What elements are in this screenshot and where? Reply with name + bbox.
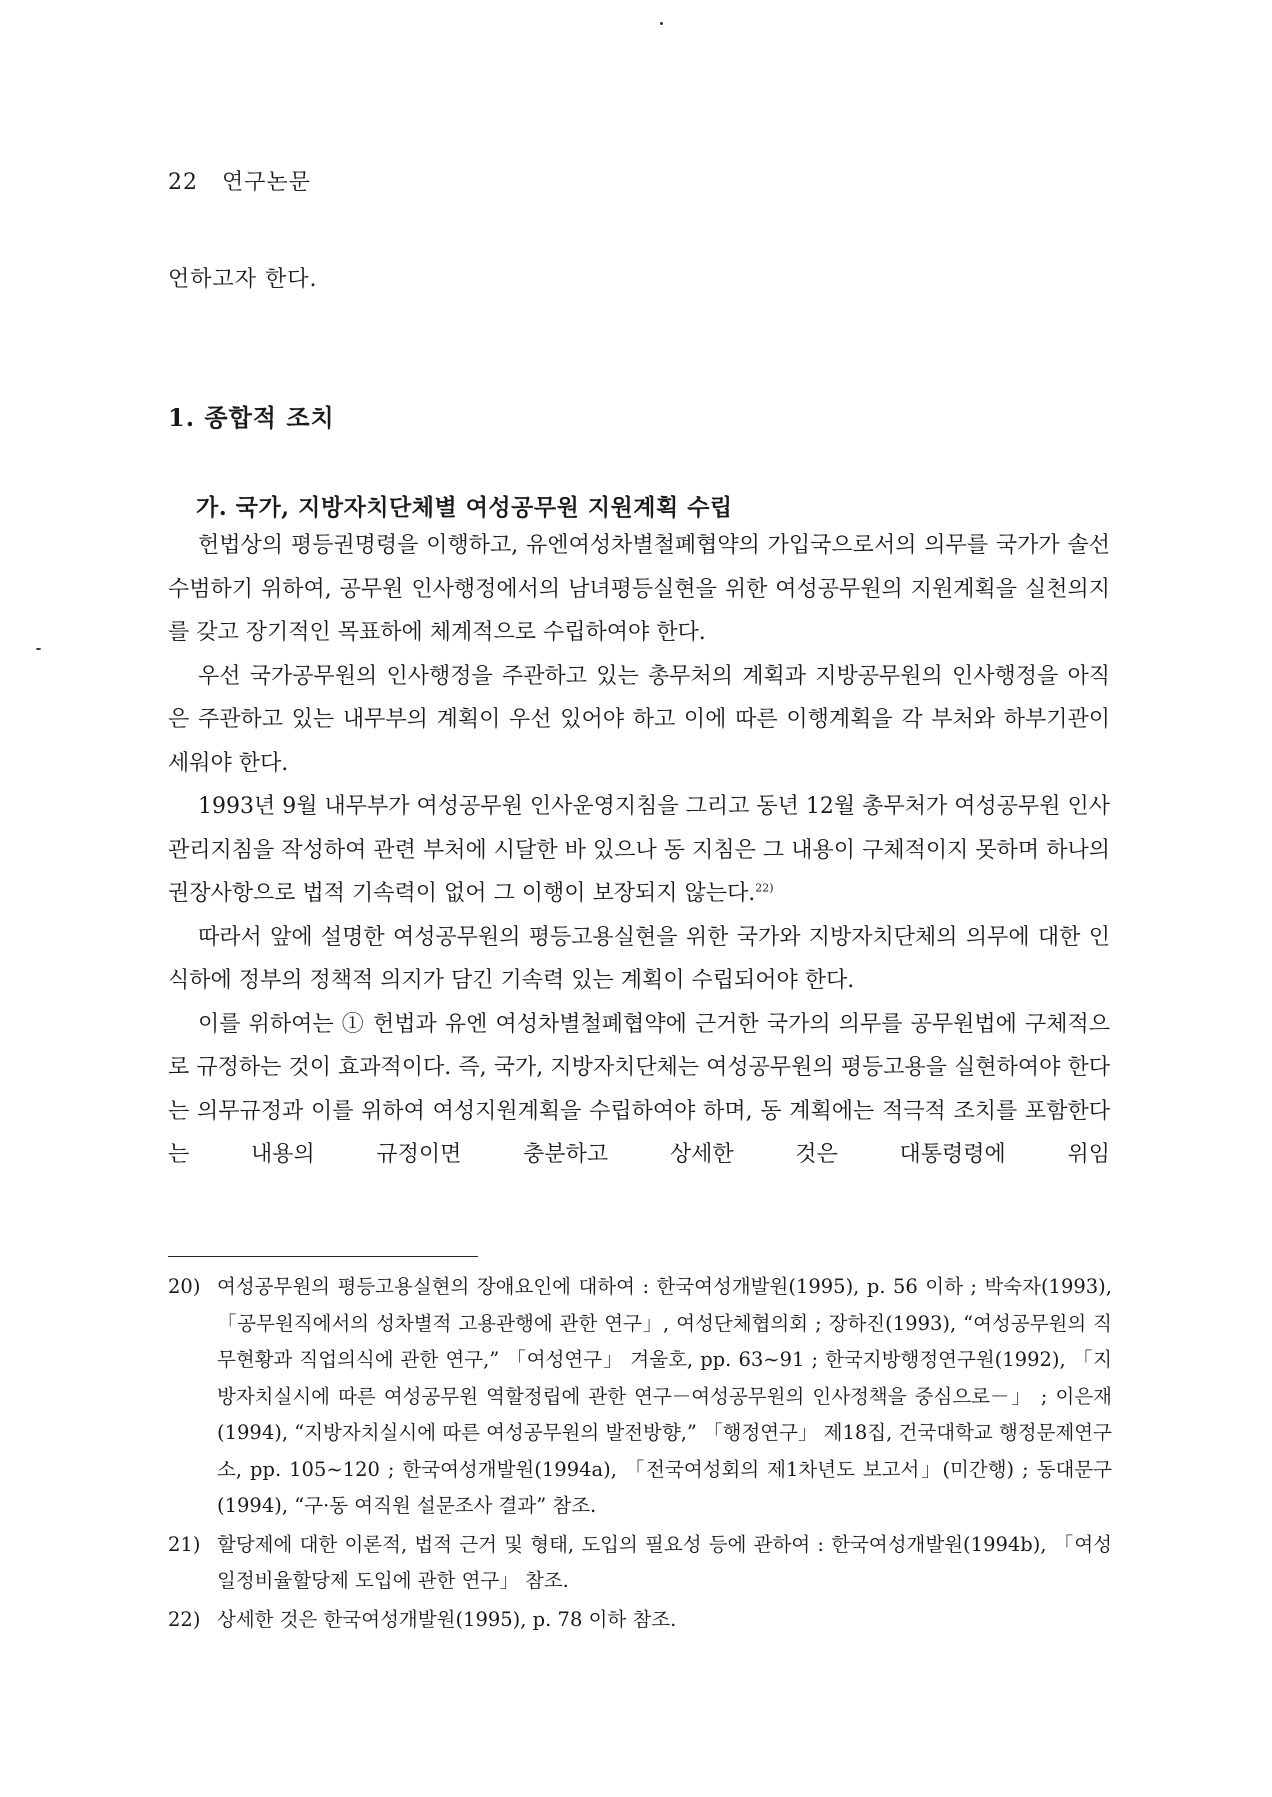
paragraph: 우선 국가공무원의 인사행정을 주관하고 있는 총무처의 계획과 지방공무원의 인사행정을 아직은 주관하고 있는 내무부의 계획이 우선 있어야 하고 이에 따른 이행계획을 각 부처와 하부기관이 세워야 한다.: [168, 663, 1110, 776]
paragraph-text: 1993년 9월 내무부가 여성공무원 인사운영지침을 그리고 동년 12월 총무처가 여성공무원 인사관리지침을 작성하여 관련 부처에 시달한 바 있으나 동 지침은 그 내용이 구체적이지 못하며 하나의 권장사항으로 법적 기속력이 없어 그 이행이 보장되지 않는다.: [168, 794, 1110, 906]
section-heading: 1. 종합적 조치: [168, 403, 335, 432]
footnote: [168, 1602, 1112, 1639]
footnote-reference: 22): [755, 881, 774, 895]
scan-speck: [660, 22, 663, 25]
scan-speck: [36, 648, 41, 650]
paragraph: [168, 785, 1110, 916]
subsection-heading: 가. 국가, 지방자치단체별 여성공무원 지원계획 수립: [196, 494, 733, 521]
footnote-text: 할당제에 대한 이론적, 법적 근거 및 형태, 도입의 필요성 등에 관하여 : 한국여성개발원(1994b), 「여성일정비율할당제 도입에 관한 연구」 참조.: [217, 1532, 1112, 1592]
footnote-divider: [168, 1256, 478, 1257]
footnote: [168, 1269, 1112, 1525]
continuation-text: 언하고자 한다.: [168, 267, 318, 292]
paragraph: 이를 위하여는 ① 헌법과 유엔 여성차별철폐협약에 근거한 국가의 의무를 공무원법에 구체적으로 규정하는 것이 효과적이다. 즉, 국가, 지방자치단체는 여성공무원의 평등고용을 실현하여야 한다는 의무규정과 이를 위하여 여성지원계획을 수립하여야 하며, 동 계획에는 적극적 조치를 포함한다는 내용의 규정이면 충분하고 상세한 것은 대통령령에 위임: [168, 1011, 1110, 1167]
body-text: [168, 524, 1110, 1177]
running-header: [168, 165, 311, 196]
footnotes: [168, 1269, 1112, 1638]
footnote-number: 21): [168, 1532, 201, 1556]
section-label: 연구논문: [222, 170, 312, 195]
footnote-number: 20): [168, 1275, 201, 1298]
footnote-text: 여성공무원의 평등고용실현의 장애요인에 대하여 : 한국여성개발원(1995), p. 56 이하 ; 박숙자(1993), 「공무원직에서의 성차별적 고용관행에 관한 연구」, 여성단체협의회 ; 장하진(1993), “여성공무원의 직무현황과 직업의식에 관한 연구,” 「여성연구」 겨울호, pp. 63∼91 ; 한국지방행정연구원(1992), 「지방자치실시에 따른 여성공무원 역할정립에 관한 연구－여성공무원의 인사정책을 중심으로－」 ; 이은재(1994), “지방자치실시에 따른 여성공무원의 발전방향,” 「행정연구」 제18집, 건국대학교 행정문제연구소, pp. 105∼120 ; 한국여성개발원(1994a), 「전국여성회의 제1차년도 보고서」(미간행) ; 동대문구(1994), “구·동 여직원 설문조사 결과” 참조.: [217, 1275, 1112, 1517]
footnote-text: 상세한 것은 한국여성개발원(1995), p. 78 이하 참조.: [217, 1607, 677, 1631]
page-number: 22: [168, 170, 198, 195]
footnote-number: 22): [168, 1607, 201, 1631]
paragraph: 따라서 앞에 설명한 여성공무원의 평등고용실현을 위한 국가와 지방자치단체의 의무에 대한 인식하에 정부의 정책적 의지가 담긴 기속력 있는 계획이 수립되어야 한다.: [168, 924, 1110, 993]
footnote: [168, 1527, 1112, 1600]
paragraph: 헌법상의 평등권명령을 이행하고, 유엔여성차별철폐협약의 가입국으로서의 의무를 국가가 솔선 수범하기 위하여, 공무원 인사행정에서의 남녀평등실현을 위한 여성공무원의 지원계획을 실천의지를 갖고 장기적인 목표하에 체계적으로 수립하여야 한다.: [168, 533, 1110, 645]
